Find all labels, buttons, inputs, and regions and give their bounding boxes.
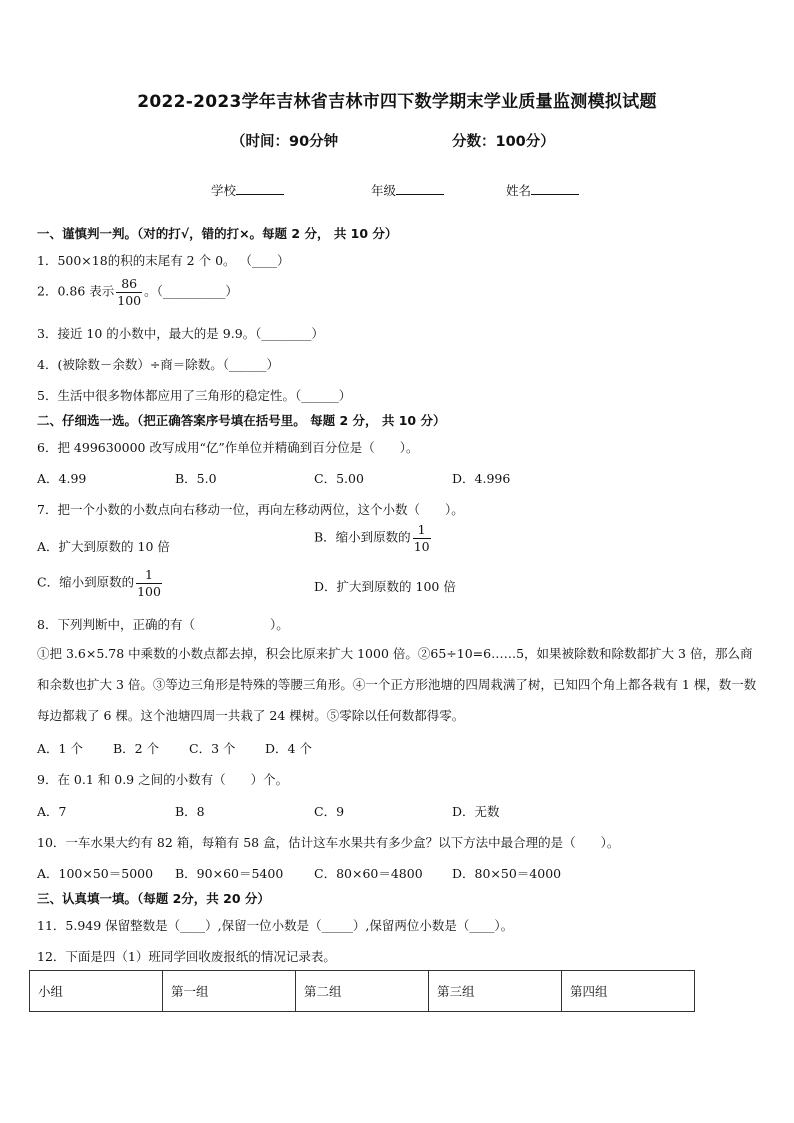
fraction-numerator: 1: [413, 522, 431, 539]
fraction-denominator: 100: [137, 583, 161, 599]
table-header-cell: 第三组: [429, 971, 562, 1012]
grade-field: [371, 181, 444, 199]
section-1-heading: 一、谨慎判一判。（对的打√，错的打×。每题 2 分， 共 10 分）: [37, 226, 398, 241]
question-10-option-c: C．80×60＝4800: [314, 866, 423, 881]
section-2-heading: 二、仔细选一选。（把正确答案序号填在括号里。 每题 2 分， 共 10 分）: [37, 413, 446, 428]
question-6-option-c: C．5.00: [314, 471, 364, 486]
question-7: 7．把一个小数的小数点向右移动一位，再向左移动两位，这个小数（ ）。: [37, 502, 464, 517]
question-7-option-b-text: B．缩小到原数的: [314, 529, 411, 545]
question-6-option-b: B．5.0: [175, 471, 217, 486]
fraction-1-10: [413, 522, 431, 554]
school-field: [211, 181, 284, 199]
question-10-option-d: D．80×50＝4000: [452, 866, 562, 881]
question-9-option-a: A．7: [37, 804, 67, 819]
name-label: 姓名: [506, 183, 532, 198]
fraction-1-100: [136, 567, 162, 599]
question-6: 6．把 499630000 改写成用“亿”作单位并精确到百分位是（ ）。: [37, 440, 419, 455]
fraction-numerator: 1: [136, 567, 162, 584]
question-2: [37, 276, 238, 308]
question-8-option-a: A．1 个: [37, 741, 83, 756]
question-3: 3．接近 10 的小数中，最大的是 9.9。（________）: [37, 326, 324, 341]
table-header-cell: 小组: [30, 971, 163, 1012]
question-8-option-b: B．2 个: [113, 741, 160, 756]
question-10-option-a: A．100×50＝5000: [37, 866, 154, 881]
question-12: 12．下面是四（1）班同学回收废报纸的情况记录表。: [37, 949, 336, 964]
question-7-option-c: [37, 567, 164, 599]
table-header-cell: 第四组: [562, 971, 695, 1012]
question-5: 5．生活中很多物体都应用了三角形的稳定性。（______）: [37, 388, 352, 403]
grade-blank[interactable]: [396, 181, 444, 195]
question-2-blank: 。（__________）: [144, 283, 238, 299]
question-2-text: 2．0.86 表示: [37, 283, 115, 299]
question-8: 8．下列判断中，正确的有（ ）。: [37, 617, 289, 632]
question-7-option-c-text: C．缩小到原数的: [37, 574, 135, 590]
fraction-numerator: 86: [116, 276, 142, 293]
section-3-heading: 三、认真填一填。（每题 2分，共 20 分）: [37, 891, 270, 906]
question-10: 10．一车水果大约有 82 箱，每箱有 58 盒，估计这车水果共有多少盒？以下方法中最合理的是（ ）。: [37, 835, 620, 850]
exam-score: 分数：100分）: [452, 134, 555, 150]
table-header-cell: 第二组: [296, 971, 429, 1012]
newspaper-record-table: [29, 970, 695, 1012]
name-field: [506, 181, 579, 199]
question-7-option-a: A．扩大到原数的 10 倍: [37, 539, 170, 554]
table-row: [30, 971, 695, 1012]
question-11: 11．5.949 保留整数是（____）,保留一位小数是（_____）,保留两位小数是（____）。: [37, 918, 514, 933]
fraction-86-100: [116, 276, 142, 308]
question-10-option-b: B．90×60＝5400: [175, 866, 284, 881]
school-blank[interactable]: [236, 181, 284, 195]
school-label: 学校: [211, 183, 237, 198]
exam-time: （时间：90分钟: [231, 134, 339, 150]
question-4: 4．(被除数－余数）÷商＝除数。（______）: [37, 357, 280, 372]
fraction-denominator: 10: [413, 538, 430, 554]
question-1: 1．500×18的积的末尾有 2 个 0。 （____）: [37, 253, 290, 268]
question-9: 9．在 0.1 和 0.9 之间的小数有（ ）个。: [37, 772, 289, 787]
question-8-option-d: D．4 个: [265, 741, 312, 756]
question-9-option-c: C．9: [314, 804, 345, 819]
question-6-option-d: D．4.996: [452, 471, 511, 486]
question-9-option-b: B．8: [175, 804, 205, 819]
question-7-option-b: [314, 522, 433, 554]
grade-label: 年级: [371, 183, 397, 198]
question-7-option-d: D．扩大到原数的 100 倍: [314, 579, 456, 594]
question-6-option-a: A．4.99: [37, 471, 87, 486]
question-8-option-c: C．3 个: [189, 741, 236, 756]
exam-title: 2022-2023学年吉林省吉林市四下数学期末学业质量监测模拟试题: [137, 92, 657, 112]
name-blank[interactable]: [531, 181, 579, 195]
question-9-option-d: D．无数: [452, 804, 500, 819]
question-8-statements: ①把 3.6×5.78 中乘数的小数点都去掉，积会比原来扩大 1000 倍。②65÷10=6……5，如果被除数和除数都扩大 3 倍，那么商和余数也扩大 3 倍。③等边三角形是特殊的等腰三角形。④一个正方形池塘的四周栽满了树，已知四个角上都各栽有 1 棵，数一数每边都栽了 6 棵。这个池塘四周一共栽了 24 棵树。⑤零除以任何数都得零。: [37, 646, 757, 723]
fraction-denominator: 100: [117, 292, 142, 308]
table-header-cell: 第一组: [163, 971, 296, 1012]
